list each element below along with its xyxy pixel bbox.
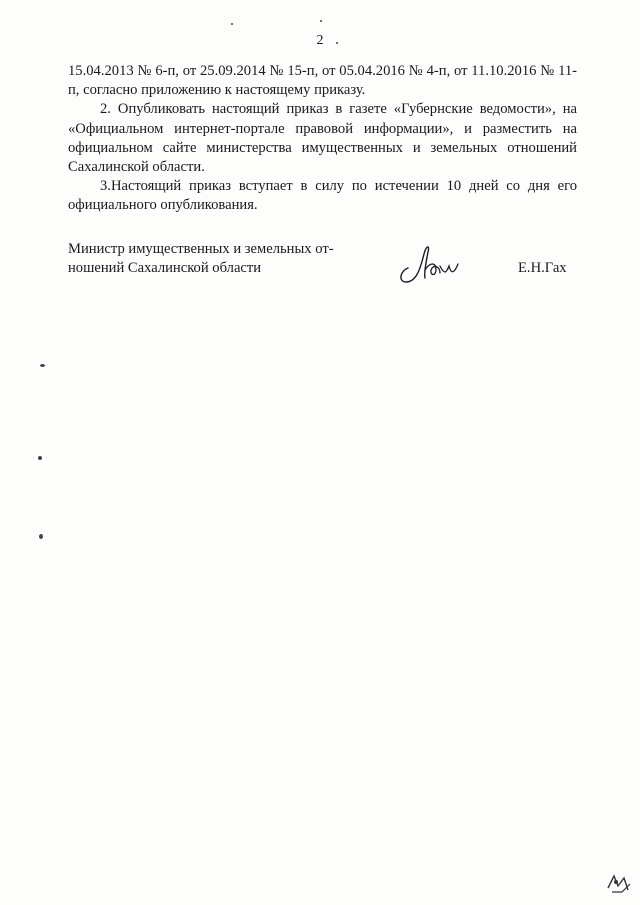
scan-speck: [320, 20, 322, 22]
signer-title-line-1: Министр имущественных и земельных от-: [68, 241, 334, 257]
paragraph-publication: 2. Опубликовать настоящий приказ в газете «Губернские ведомости», на «Официальном интернет-портале правовой информации», и разместить на официальном сайте министерства имущественных и земельных отношений Сахалинской области.: [68, 101, 577, 176]
signer-name: Е.Н.Гах: [518, 260, 567, 276]
page-number: 2: [316, 33, 324, 48]
signer-title-line-2: ношений Сахалинской области: [68, 260, 262, 277]
signature-block: [68, 240, 577, 290]
scan-speck: [39, 534, 43, 539]
signer-title: [68, 240, 358, 278]
document-body: [68, 62, 577, 216]
handwritten-signature: [394, 240, 464, 286]
paragraph-effective-date: 3.Настоящий приказ вступает в силу по истечении 10 дней со дня его официального опубликования.: [68, 178, 577, 214]
scan-speck: [231, 23, 233, 25]
paragraph-continuation: 15.04.2013 № 6-п, от 25.09.2014 № 15-п, от 05.04.2016 № 4-п, от 11.10.2016 № 11-п, согласно приложению к настоящему приказу.: [68, 63, 577, 99]
scan-speck: [336, 42, 338, 44]
scan-speck: [40, 364, 45, 367]
scan-speck: [38, 456, 42, 460]
corner-scan-mark: [602, 868, 634, 898]
